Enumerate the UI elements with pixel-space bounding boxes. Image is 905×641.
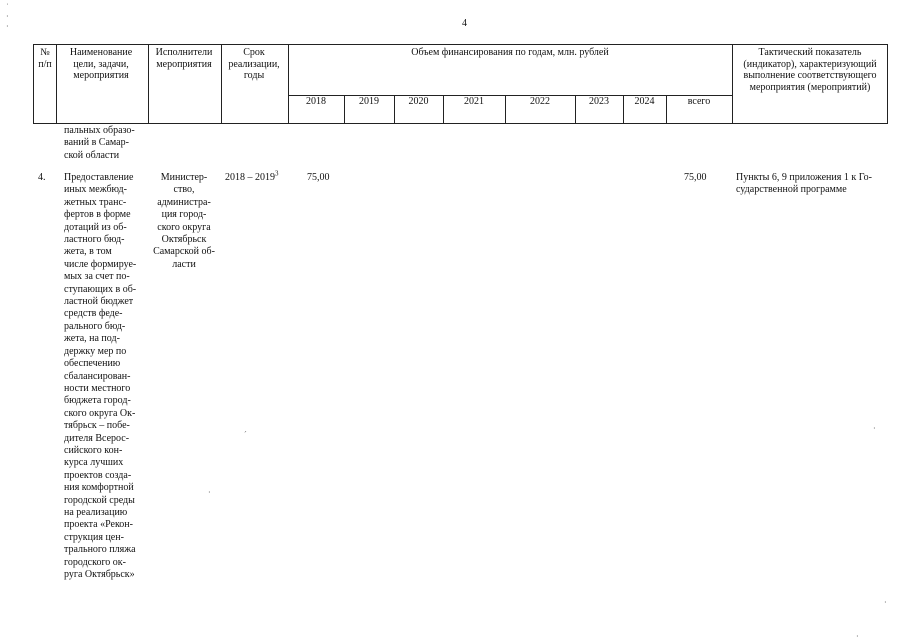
year-2022: 2022 (530, 96, 550, 107)
header-funding: Объем финансирования по годам, млн. рублей (411, 47, 609, 58)
row4-term (225, 169, 279, 184)
scan-speck: · (884, 598, 887, 607)
col-divider (732, 45, 733, 123)
scan-speck: · (6, 22, 9, 31)
row4-term-text: 2018 – 2019 (225, 172, 275, 183)
year-2018: 2018 (306, 96, 326, 107)
year-total: всего (687, 96, 711, 107)
row4-number: 4. (38, 172, 46, 183)
header-term: Срок реализации, годы (228, 47, 280, 81)
row4-term-footnote: 3 (275, 169, 279, 178)
header-num: № п/п (38, 47, 52, 70)
col-divider (56, 45, 57, 123)
row4-value-2018: 75,00 (307, 172, 330, 183)
header-indicator: Тактический показатель (индикатор), характеризующий выполнение соответствующего мероприятия (мероприятий) (743, 47, 877, 93)
scan-speck: · (208, 488, 211, 497)
year-2024: 2024 (634, 96, 655, 107)
header-name: Наименование цели, задачи, мероприятия (69, 47, 133, 81)
year-2023: 2023 (589, 96, 609, 107)
header-executors: Исполнители мероприятия (155, 47, 213, 70)
row4-executors: Министер- ство, администра- ция город- ского округа Октябрьск Самарской об- ласти (153, 172, 215, 270)
year-2021: 2021 (464, 96, 484, 107)
scan-speck: ˊ (244, 430, 247, 439)
scan-speck: · (856, 632, 859, 641)
year-2020: 2020 (408, 96, 429, 107)
scan-speck: · (6, 12, 9, 21)
row4-total: 75,00 (684, 172, 707, 183)
col-divider (221, 45, 222, 123)
row4-name: Предоставление иных межбюд- жетных транс- фертов в форме дотаций из об- ластного бюд- жета, в том числе формируе- мых за счет по- ступающих в об- ластной бюджет средств феде- рального бюд- жета, на под- держку мер по обеспечению сбалансирован- ности местного бюджета город- ского округа Ок- тябрьск – побе- дителя Всерос- сийского кон- курса лучших проектов созда- ния комфортной городской среды на реализацию проекта «Рекон- струкция цен- трального пляжа городского ок- руга Октябрьск» (64, 172, 137, 580)
scan-speck: ˙ (6, 2, 9, 11)
year-2019: 2019 (359, 96, 379, 107)
scan-speck: · (873, 424, 876, 433)
row4-indicator: Пункты 6, 9 приложения 1 к Го- сударственной программе (736, 172, 872, 196)
col-divider (148, 45, 149, 123)
continuation-text: пальных образо- ваний в Самар- ской области (64, 125, 135, 161)
page-number: 4 (462, 18, 467, 29)
